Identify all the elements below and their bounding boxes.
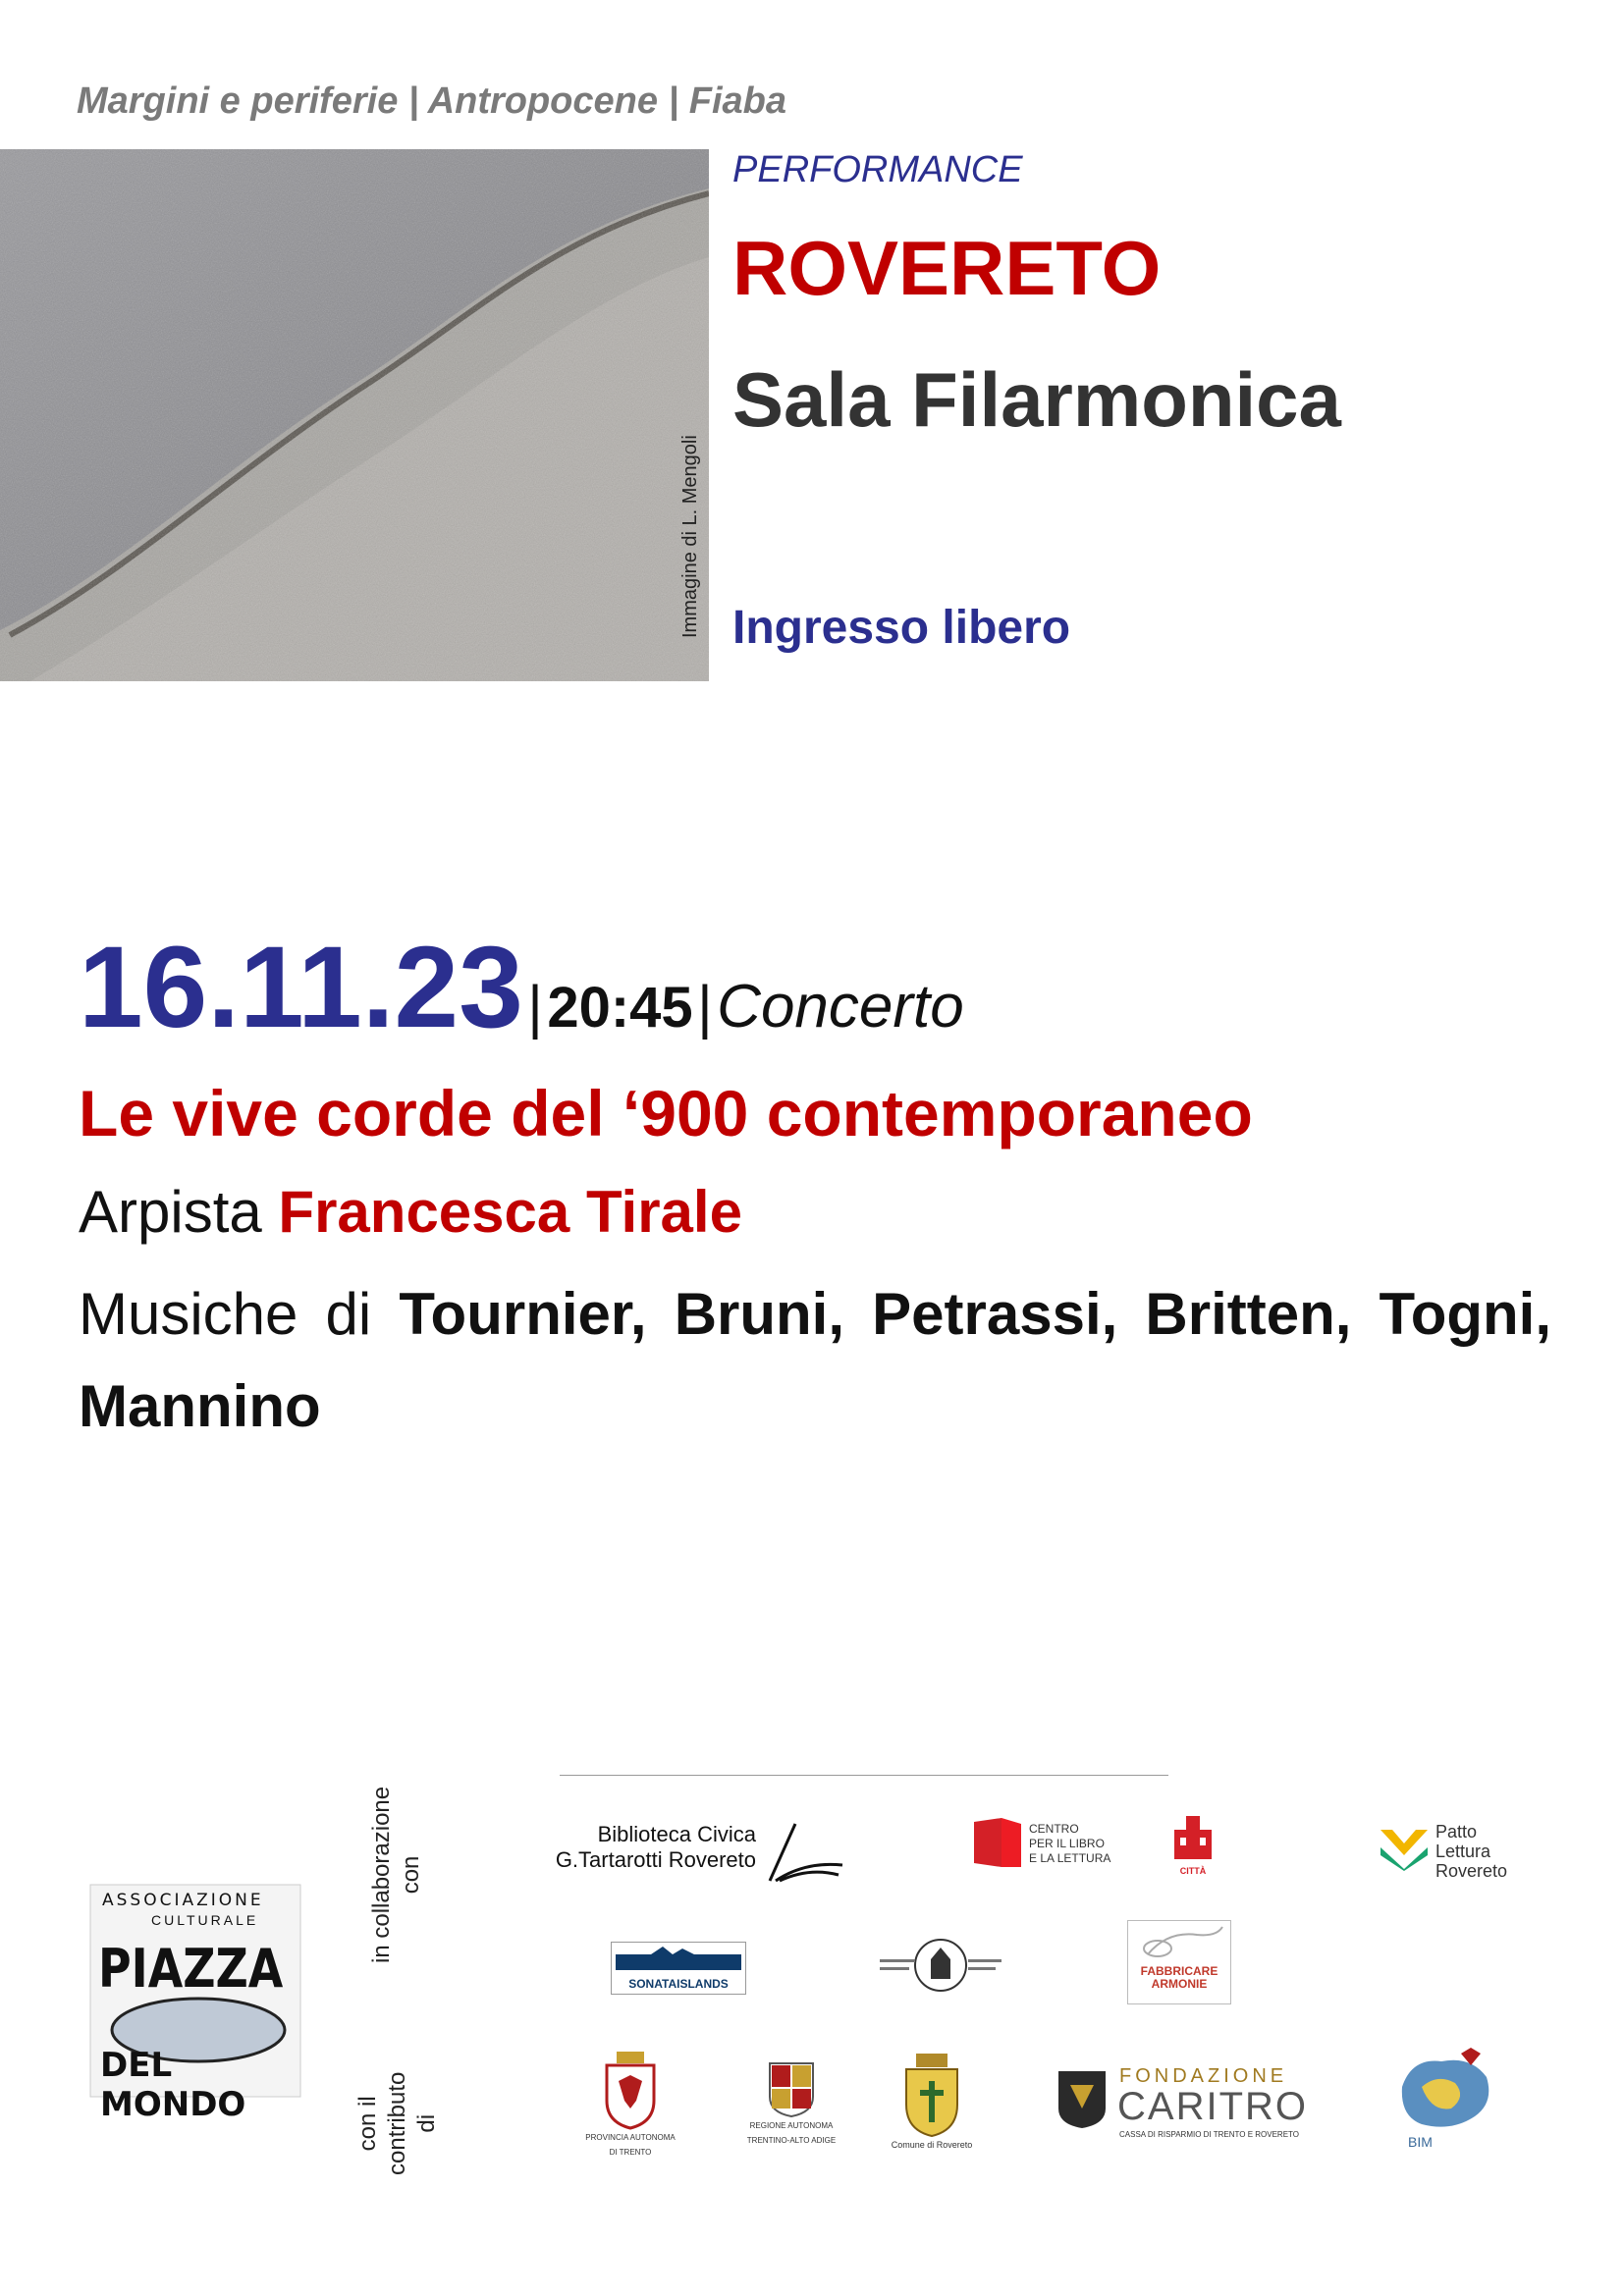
biblioteca-line1: Biblioteca Civica [597,1822,756,1846]
biblioteca-line2: G.Tartarotti Rovereto [555,1847,756,1872]
quartered-shield-icon [768,2061,815,2118]
photo-credit: Immagine di L. Mengoli [679,435,701,638]
citta-label: CITTÀ [1179,1866,1207,1876]
book-icon [766,1822,844,1883]
regione-taa-logo [742,2061,840,2150]
cover-photo [0,149,709,681]
church-seal-icon [876,1936,1003,1995]
sonata-label: SONATAISLANDS [628,1977,729,1991]
fabbricare-armonie-logo [1127,1920,1231,2004]
collab-label-line1: in collaborazione [368,1786,395,1963]
organizer-line1: ASSOCIAZIONE [102,1891,264,1910]
organizer-line3: PIAZZA [98,1938,284,2000]
centro-libro-logo [972,1812,1129,1871]
fabbricare-line2: ARMONIE [1151,1977,1208,1991]
patto-icon [1379,1826,1430,1871]
artist-name: Francesca Tirale [278,1179,742,1245]
city-heading: ROVERETO [732,225,1162,311]
contrib-label-line2: contributo [384,2071,410,2175]
topics-line: Margini e periferie | Antropocene | Fiaba [77,80,787,122]
event-date: 16.11.23 [79,923,523,1052]
organizer-line4: DEL MONDO [100,2046,246,2124]
association-seal-logo [876,1936,1003,1995]
centro-line3: E LA LETTURA [1029,1851,1111,1865]
patto-line2: Lettura [1435,1842,1491,1861]
caritro-line2: CARITRO [1117,2085,1308,2128]
provincia-line2: DI TRENTO [609,2148,652,2157]
program-line [79,1268,1551,1453]
centro-line2: PER IL LIBRO [1029,1837,1105,1850]
comune-rovereto-logo [888,2054,976,2158]
event-kind: Concerto [717,973,964,1041]
contrib-label [353,2072,442,2175]
artist-label: Arpista [79,1179,262,1245]
provincia-trento-logo [579,2052,681,2160]
composers-list: Tournier, Bruni, Petrassi, Britten, Togni, Mannino [79,1281,1551,1439]
separator: | [527,974,543,1040]
caritro-line3: CASSA DI RISPARMIO DI TRENTO E ROVERETO [1119,2130,1299,2139]
collab-label-line2: con [398,1855,424,1895]
citta-logo [1170,1816,1216,1876]
artist-line [79,1178,742,1246]
organizer-line2: CULTURALE [151,1912,259,1928]
organizer-logo [88,1883,302,2124]
event-title: Le vive corde del ‘900 contemporaneo [79,1077,1253,1149]
provincia-line1: PROVINCIA AUTONOMA [585,2133,676,2142]
contrib-label-line3: di [413,2113,440,2133]
venue-heading: Sala Filarmonica [732,356,1341,443]
divider [560,1775,1168,1776]
tower-icon [1170,1816,1216,1859]
biblioteca-logo [520,1822,844,1881]
contrib-label-line1: con il [354,2096,381,2152]
patto-line3: Rovereto [1435,1861,1508,1881]
caritro-line1: FONDAZIONE [1119,2065,1288,2087]
open-book-icon [972,1816,1023,1869]
collab-label [367,1787,426,1963]
caritro-logo [1056,2063,1308,2142]
category-label: PERFORMANCE [732,149,1023,190]
event-date-line [79,921,964,1054]
bim-logo [1392,2048,1498,2156]
centro-line1: CENTRO [1029,1822,1079,1836]
eagle-shield-icon [603,2052,658,2130]
comune-label: Comune di Rovereto [891,2140,973,2150]
wave-icon [612,1943,745,1972]
event-time: 20:45 [547,976,693,1040]
patto-line1: Patto [1435,1822,1478,1842]
sonata-islands-logo [611,1942,746,1995]
caritro-shield-icon [1056,2069,1108,2130]
regione-line1: REGIONE AUTONOMA [749,2121,834,2130]
patto-lettura-logo [1379,1820,1526,1879]
region-map-icon [1392,2048,1498,2136]
violin-icon [1128,1921,1230,1960]
admission-note: Ingresso libero [732,602,1071,654]
fabbricare-line1: FABBRICARE [1140,1964,1218,1978]
bim-label: BIM [1408,2134,1433,2150]
separator: | [697,974,713,1040]
city-crest-icon [900,2054,963,2138]
regione-line2: TRENTINO-ALTO ADIGE [746,2136,837,2145]
music-label: Musiche di [79,1281,372,1347]
asphalt-crack-image [0,149,709,681]
